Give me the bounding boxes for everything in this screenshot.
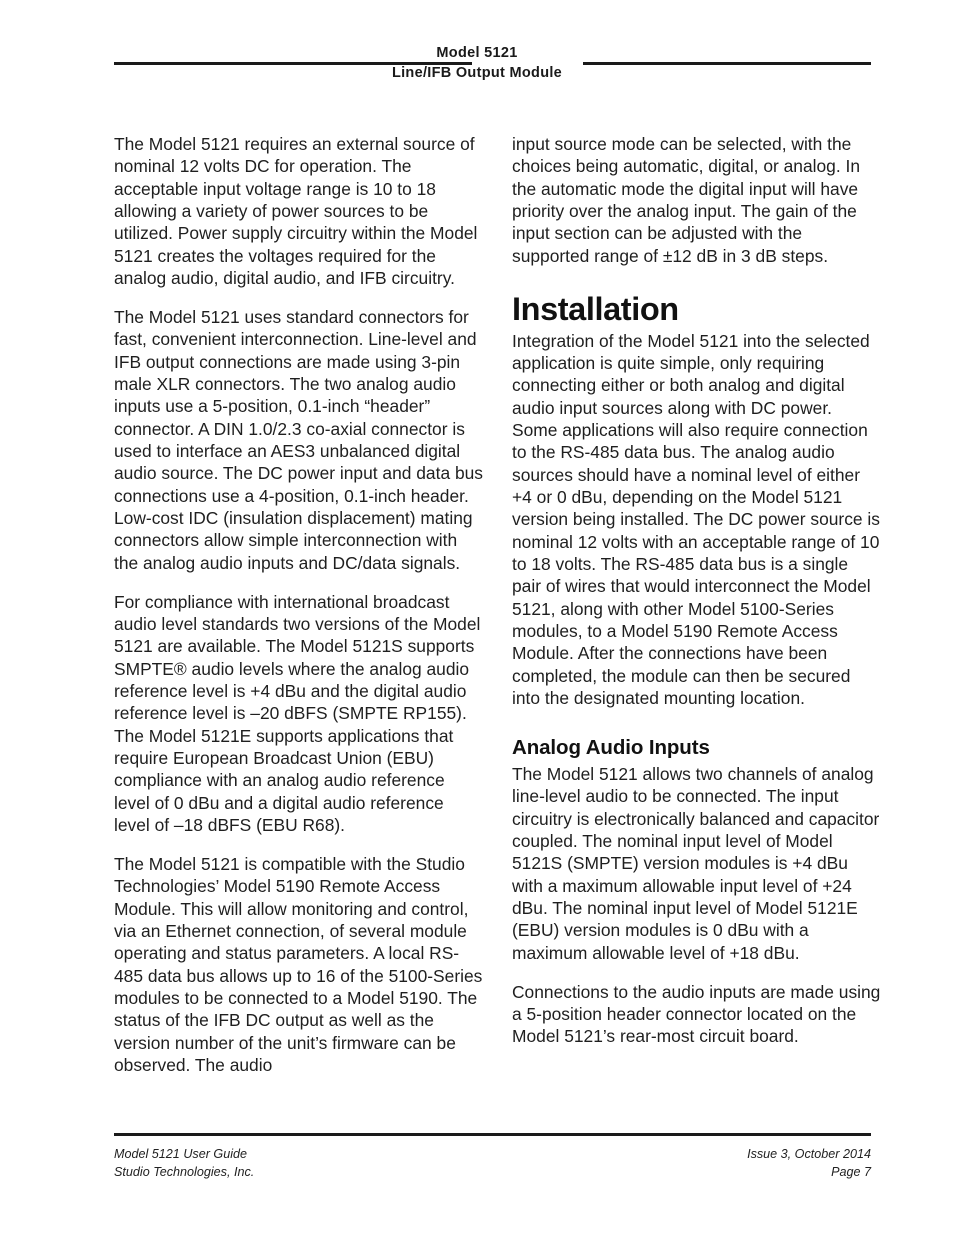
paragraph: input source mode can be selected, with the choices being automatic, digital, or analog. In the automatic mode the digital input will have priority over the analog input. The gain of the input section can be adjusted with the supported range of ±12 dB in 3 dB steps. [512, 134, 861, 266]
paragraph: The Model 5121 uses standard connectors for fast, convenient interconnection. Line-level and IFB output connections are made using 3-pin male XLR connectors. The two analog audio inputs use a 5-position, 0.1-inch “header” connector. A DIN 1.0/2.3 co-axial connector is used to interface an AES3 unbalanced digital audio source. The DC power input and data bus connections use a 4-position, 0.1-inch header. Low-cost IDC (insulation displacement) mating connectors allow simple interconnection with the analog audio inputs and DC/data signals. [114, 306, 483, 573]
section-heading-installation: Installation [512, 290, 679, 327]
footer-company-name: Studio Technologies, Inc. [114, 1164, 255, 1179]
footer-page-number: Page 7 [831, 1164, 871, 1179]
footer-document-title: Model 5121 User Guide [114, 1147, 248, 1161]
footer-rule [114, 1133, 871, 1136]
footer-left [114, 1146, 254, 1181]
paragraph: The Model 5121 requires an external source of nominal 12 volts DC for operation. The acceptable input voltage range is 10 to 18 allowing a variety of power sources to be utilized. Power supply circuitry within the Model 5121 creates the voltages required for the analog audio, digital audio, and IFB circuitry. [114, 134, 478, 289]
subsection-heading-analog-audio-inputs: Analog Audio Inputs [512, 735, 710, 759]
page-header [0, 0, 954, 92]
footer-issue-date: Issue 3, October 2014 [747, 1147, 871, 1161]
paragraph: For compliance with international broadcast audio level standards two versions of the Model 5121 are available. The Model 5121S supports SMPTE® audio levels where the analog audio reference level is +4 dBu and the digital audio reference level is –20 dBFS (SMPTE RP155). The Model 5121E supports applications that require European Broadcast Union (EBU) compliance with an analog audio reference level of 0 dBu and a digital audio reference level of –18 dBFS (EBU R68). [114, 591, 481, 835]
header-title-line-2: Line/IFB Output Module [391, 64, 563, 81]
paragraph: Integration of the Model 5121 into the selected application is quite simple, only requiring connecting either or both analog and digital audio input sources along with DC power. Some applications will also require connection to the RS-485 data bus. The analog audio sources should have a nominal level of either +4 or 0 dBu, depending on the Model 5121 version being installed. The DC power source is nominal 12 volts with an acceptable range of 10 to 18 volts. The RS-485 data bus is a single pair of wires that would interconnect the Model 5121, along with other Model 5100-Series modules, to a Model 5190 Remote Access Module. After the connections have been completed, the module can then be secured into the designated mounting location. [512, 330, 880, 709]
left-column [114, 133, 483, 1076]
footer-content [114, 1146, 871, 1181]
header-title-line-1: Model 5121 [436, 45, 518, 61]
paragraph: Connections to the audio inputs are made using a 5-position header connector located on the Model 5121’s rear-most circuit board. [512, 981, 881, 1047]
paragraph: The Model 5121 allows two channels of analog line-level audio to be connected. The input circuitry is electronically balanced and capacitor coupled. The nominal input level of Model 5121S (SMPTE) version modules is +4 dBu with a maximum allowable input level of +24 dBu. The nominal input level of Model 5121E (EBU) version modules is 0 dBu with a maximum allowable level of +18 dBu. [512, 763, 880, 963]
right-column [512, 133, 881, 1048]
page-header-title [0, 44, 954, 83]
footer-right [747, 1146, 871, 1181]
page-footer [114, 1133, 871, 1203]
paragraph: The Model 5121 is compatible with the Studio Technologies’ Model 5190 Remote Access Module. This will allow monitoring and control, via an Ethernet connection, of several module operating and status parameters. A local RS-485 data bus allows up to 16 of the 5100-Series modules to be connected to a Model 5190. The status of the IFB DC output as well as the version number of the unit’s firmware can be observed. The audio [114, 853, 483, 1075]
